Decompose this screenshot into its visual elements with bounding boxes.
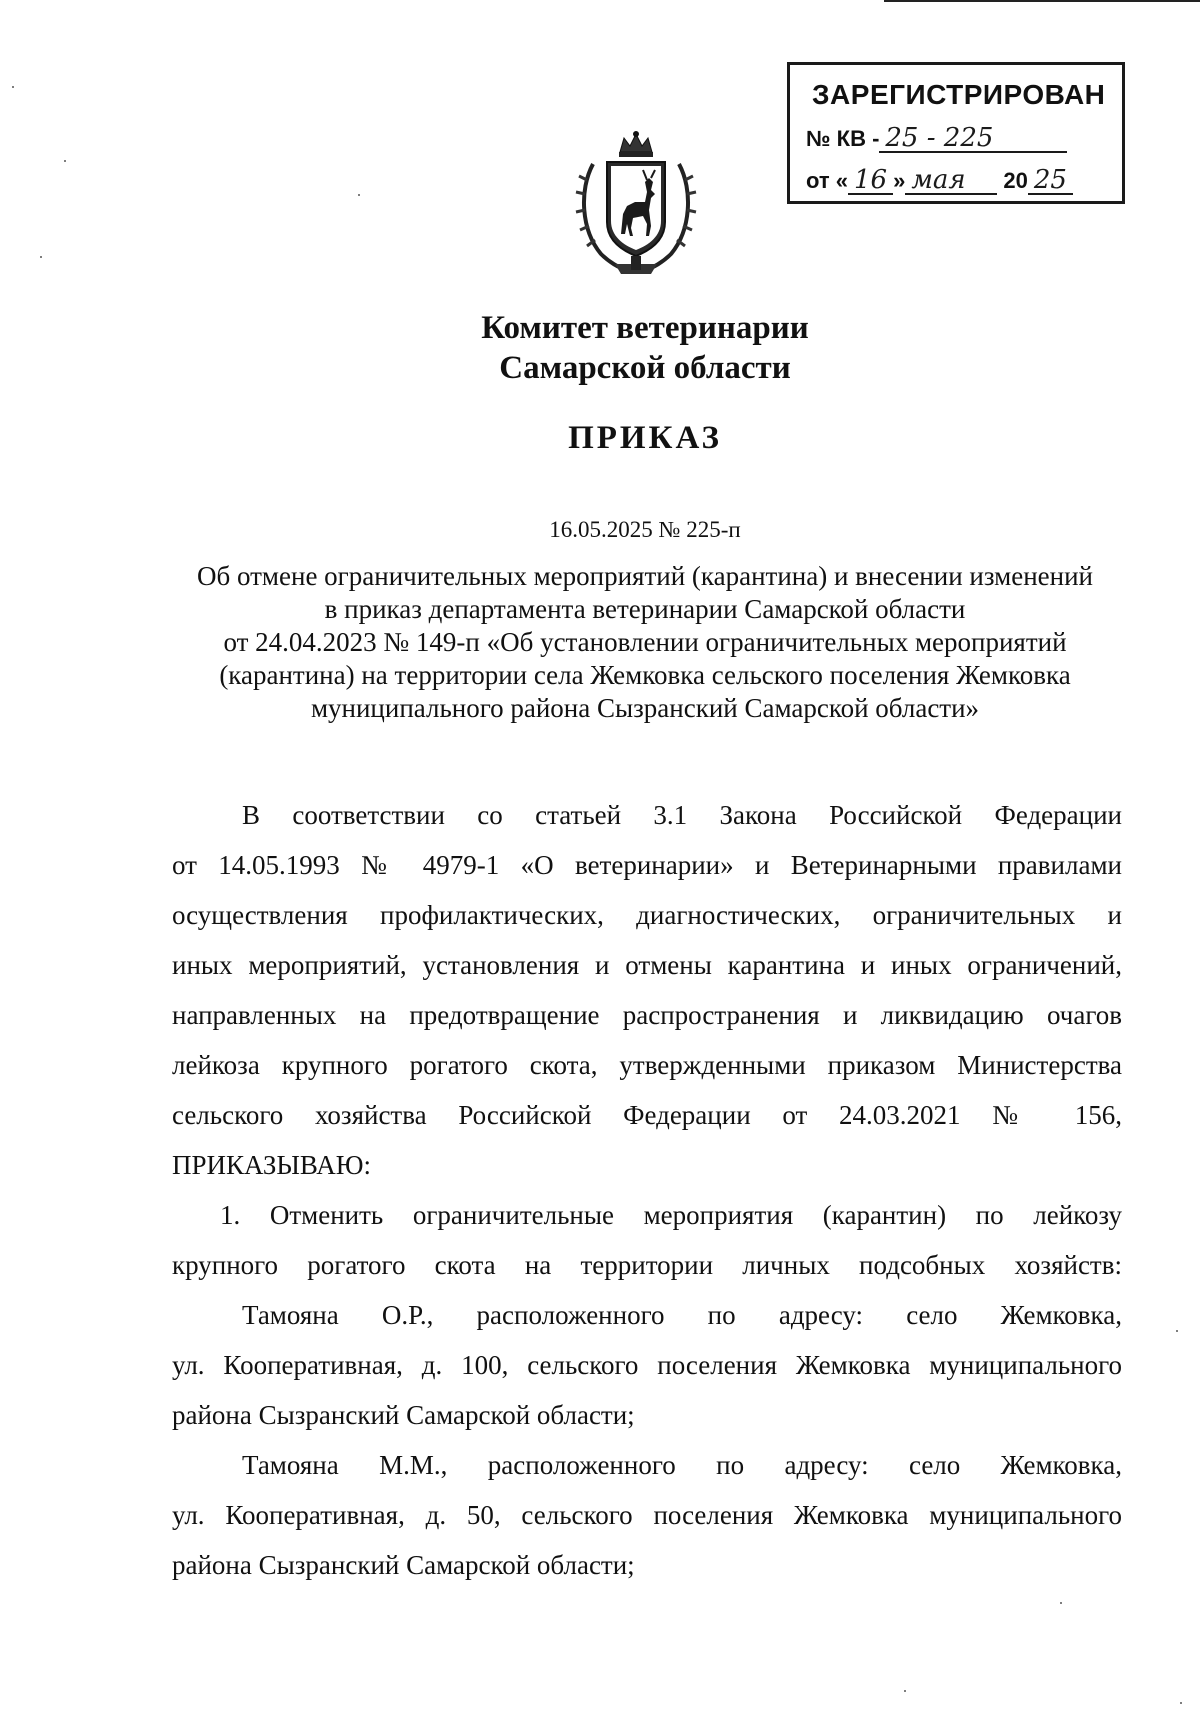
preamble-line: направленных на предотвращение распространения и ликвидацию очагов: [172, 1000, 1122, 1030]
order-subject: [170, 560, 1120, 725]
preamble-line: осуществления профилактических, диагностических, ограничительных и: [172, 900, 1122, 930]
preamble-line: лейкоза крупного рогатого скота, утвержденными приказом Министерства: [172, 1050, 1122, 1080]
farm-2-paragraph: [172, 1440, 1122, 1590]
order-date-number: 16.05.2025 № 225-п: [549, 517, 741, 542]
farm-2-line: Тамояна М.М., расположенного по адресу: село Жемковка,: [242, 1450, 1122, 1480]
stamp-number-handwritten: 25 - 225: [879, 125, 1067, 153]
scan-speck: [904, 1690, 906, 1692]
stamp-day-handwritten: 16: [848, 167, 893, 195]
preamble-paragraph: [172, 790, 1122, 1190]
stamp-year-prefix: 20: [1003, 168, 1028, 193]
preamble-line: сельского хозяйства Российской Федерации от 24.03.2021 № 156,: [172, 1100, 1122, 1130]
item-1-line: 1. Отменить ограничительные мероприятия (карантин) по лейкозу: [220, 1200, 1122, 1230]
document-type: ПРИКАЗ: [568, 420, 722, 456]
preamble-line: В соответствии со статьей 3.1 Закона Российской Федерации: [242, 800, 1122, 830]
stamp-number-line: [806, 125, 1067, 153]
subject-line: муниципального района Сызранский Самарской области»: [310, 693, 980, 723]
order-keyword: ПРИКАЗЫВАЮ:: [172, 1150, 371, 1180]
stamp-year-handwritten: 25: [1028, 167, 1073, 195]
item-1-line: крупного рогатого скота на территории личных подсобных хозяйств:: [172, 1250, 1122, 1280]
samara-coat-of-arms-icon: [575, 130, 697, 278]
stamp-title: ЗАРЕГИСТРИРОВАН: [812, 79, 1106, 110]
org-name-line-2: Самарской области: [499, 350, 791, 386]
stamp-month-handwritten: мая: [905, 167, 997, 195]
farm-2-line: ул. Кооперативная, д. 50, сельского поселения Жемковка муниципального: [172, 1500, 1122, 1530]
scan-speck: [64, 160, 66, 162]
stamp-date-mid: »: [893, 168, 906, 193]
stamp-date-line: [806, 167, 1073, 195]
scan-speck: [12, 86, 14, 88]
stamp-date-prefix: от «: [806, 168, 849, 193]
farm-2-line: района Сызранский Самарской области;: [172, 1550, 635, 1580]
registration-stamp: [787, 62, 1125, 204]
subject-line: от 24.04.2023 № 149-п «Об установлении ограничительных мероприятий: [223, 627, 1067, 657]
farm-1-line: района Сызранский Самарской области;: [172, 1400, 635, 1430]
org-name-line-1: Комитет ветеринарии: [481, 310, 809, 346]
stamp-number-prefix: № КВ -: [806, 126, 880, 151]
top-edge-rule: [884, 0, 1200, 2]
subject-line: в приказ департамента ветеринарии Самарской области: [324, 594, 966, 624]
farm-1-line: Тамояна О.Р., расположенного по адресу: село Жемковка,: [242, 1300, 1122, 1330]
scan-speck: [40, 256, 42, 258]
farm-1-line: ул. Кооперативная, д. 100, сельского поселения Жемковка муниципального: [172, 1350, 1122, 1380]
scan-speck: [358, 194, 360, 196]
scan-speck: [1060, 1602, 1062, 1604]
item-1-paragraph: [172, 1190, 1122, 1290]
scan-speck: [1180, 1702, 1182, 1704]
subject-line: (карантина) на территории села Жемковка сельского поселения Жемковка: [219, 660, 1071, 690]
preamble-line: иных мероприятий, установления и отмены карантина и иных ограничений,: [172, 950, 1122, 980]
farm-1-paragraph: [172, 1290, 1122, 1440]
preamble-line: от 14.05.1993 № 4979-1 «О ветеринарии» и Ветеринарными правилами: [172, 850, 1122, 880]
subject-line: Об отмене ограничительных мероприятий (карантина) и внесении изменений: [197, 561, 1093, 591]
scan-speck: [1176, 1330, 1178, 1332]
